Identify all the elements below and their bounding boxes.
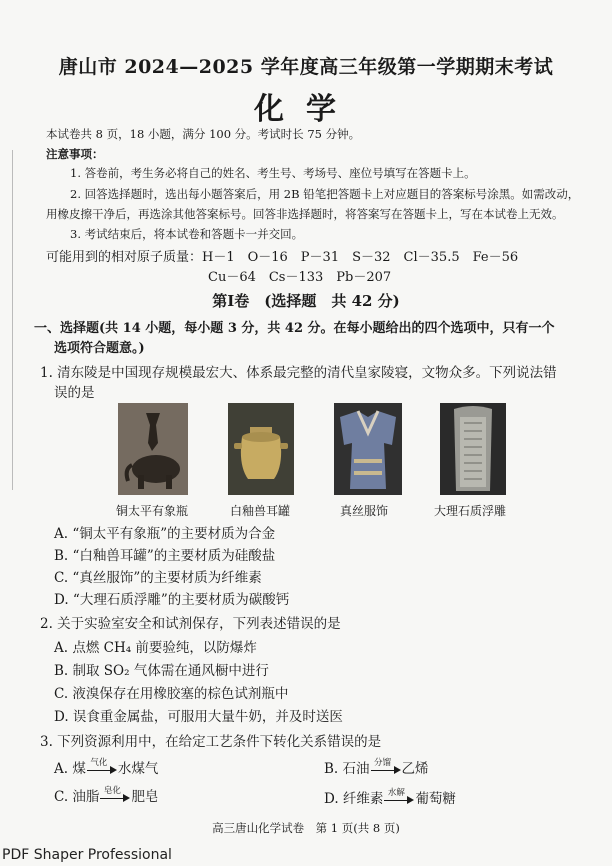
q3-d-product: 葡萄糖: [415, 791, 456, 807]
q3-a-product: 水煤气: [117, 761, 159, 777]
exam-info: 本试卷共 8 页，18 小题，满分 100 分。考试时长 75 分钟。: [46, 127, 361, 141]
q3-b-reactant: B. 石油: [324, 761, 370, 777]
q2-option-d: D. 误食重金属盐，可服用大量牛奶，并及时送医: [54, 709, 343, 725]
q3-a-condition: 气化: [90, 757, 108, 768]
q3-b-product: 乙烯: [401, 761, 429, 777]
q3-c-product: 肥皂: [131, 789, 159, 805]
q3-option-d: [324, 787, 456, 807]
q1-option-a: A. “铜太平有象瓶”的主要材质为合金: [54, 526, 276, 542]
exam-title: 唐山市 2024—2025 学年度高三年级第一学期期末考试: [58, 56, 554, 78]
q3-b-condition: 分馏: [374, 757, 392, 768]
notice-item-2: 2. 回答选择题时，选出每小题答案后，用 2B 铅笔把答题卡上对应题目的答案标号涂黑。如需改动，: [70, 187, 580, 201]
reaction-arrow-icon: [100, 785, 130, 805]
q3-a-reactant: A. 煤: [54, 761, 86, 777]
q3-d-reactant: D. 纤维素: [324, 791, 384, 807]
q3-option-c: [54, 785, 158, 805]
silk-robe-photo: [334, 403, 402, 495]
caption-marble-relief: 大理石质浮雕: [434, 504, 507, 518]
reaction-arrow-icon: [371, 757, 401, 777]
q1-stem-1: 1. 清东陵是中国现存规模最宏大、体系最完整的清代皇家陵寝，文物众多。下列说法错: [40, 365, 557, 381]
reaction-arrow-icon: [87, 757, 117, 777]
notice-header: 注意事项：: [46, 147, 104, 161]
bronze-vase-photo: [118, 403, 188, 495]
page-footer: 高三唐山化学试卷 第 1 页(共 8 页): [212, 821, 400, 835]
q1-stem-2: 误的是: [54, 385, 95, 401]
watermark: PDF Shaper Professional: [2, 847, 172, 863]
q3-option-a: [54, 757, 158, 777]
caption-bronze-vase: 铜太平有象瓶: [116, 504, 189, 518]
binding-edge: [12, 150, 13, 490]
q3-c-condition: 皂化: [103, 785, 121, 796]
atomic-mass-line-1: 可能用到的相对原子质量：H－1 O－16 P－31 S－32 Cl－35.5 Fe－56: [46, 250, 519, 265]
caption-glazed-jar: 白釉兽耳罐: [230, 504, 291, 518]
reaction-arrow-icon: [384, 787, 414, 807]
notice-item-1: 1. 答卷前，考生务必将自己的姓名、考生号、考场号、座位号填写在答题卡上。: [70, 166, 476, 180]
atomic-mass-line-2: Cu－64 Cs－133 Pb－207: [208, 270, 392, 285]
section-instruction-1: 一、选择题(共 14 小题，每小题 3 分，共 42 分。在每小题给出的四个选项中，只有一个: [34, 321, 555, 336]
notice-item-3: 3. 考试结束后，将本试卷和答题卡一并交回。: [70, 227, 304, 241]
notice-item-2-cont: 用橡皮擦干净后，再选涂其他答案标号。回答非选择题时，将答案写在答题卡上，写在本试卷上无效。: [46, 207, 564, 221]
section-instruction-2: 选项符合题意。): [54, 341, 145, 356]
q2-stem: 2. 关于实验室安全和试剂保存，下列表述错误的是: [40, 616, 341, 632]
q1-option-d: D. “大理石质浮雕”的主要材质为碳酸钙: [54, 592, 290, 608]
q2-option-a: A. 点燃 CH₄ 前要验纯，以防爆炸: [54, 640, 257, 656]
q2-option-c: C. 液溴保存在用橡胶塞的棕色试剂瓶中: [54, 686, 289, 702]
caption-silk-robe: 真丝服饰: [340, 504, 389, 518]
q3-c-reactant: C. 油脂: [54, 789, 100, 805]
q1-option-c: C. “真丝服饰”的主要材质为纤维素: [54, 570, 262, 586]
q3-option-b: [324, 757, 429, 777]
glazed-jar-photo: [228, 403, 294, 495]
q3-d-condition: 水解: [387, 787, 405, 798]
q2-option-b: B. 制取 SO₂ 气体需在通风橱中进行: [54, 663, 269, 679]
q1-option-b: B. “白釉兽耳罐”的主要材质为硅酸盐: [54, 548, 276, 564]
q3-stem: 3. 下列资源利用中，在给定工艺条件下转化关系错误的是: [40, 734, 382, 750]
section-title: 第Ⅰ卷 (选择题 共 42 分): [212, 292, 400, 310]
marble-relief-photo: [440, 403, 506, 495]
exam-subject: 化学: [254, 92, 358, 127]
